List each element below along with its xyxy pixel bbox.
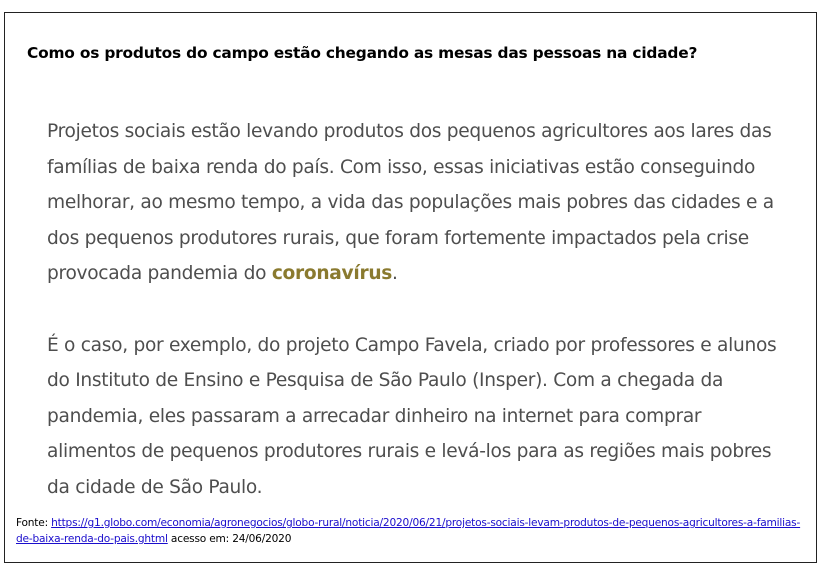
- article-paragraph-1: [47, 114, 787, 292]
- paragraph-1-text: Projetos sociais estão levando produtos dos pequenos agricultores aos lares das famílias de baixa renda do país. Com isso, essas iniciativas estão conseguindo melhorar, ao mesmo tempo, a vida das populações mais pobres das cidades e a dos pequenos produtores rurais, que foram fortemente impactados pela crise provocada pandemia do: [47, 121, 774, 285]
- access-date: acesso em: 24/06/2020: [167, 533, 292, 545]
- source-citation: [16, 515, 806, 547]
- article-excerpt: [47, 114, 787, 506]
- paragraph-1-end: .: [392, 263, 398, 285]
- source-label: Fonte:: [16, 517, 52, 529]
- question-title: Como os produtos do campo estão chegando as mesas das pessoas na cidade?: [27, 44, 698, 62]
- article-paragraph-2: É o caso, por exemplo, do projeto Campo Favela, criado por professores e alunos do Instituto de Ensino e Pesquisa de São Paulo (Insper). Com a chegada da pandemia, eles passaram a arrecadar dinheiro na internet para comprar alimentos de pequenos produtores rurais e levá-los para as regiões mais pobres da cidade de São Paulo.: [47, 334, 777, 498]
- coronavirus-link[interactable]: coronavírus: [271, 263, 393, 285]
- source-link[interactable]: https://g1.globo.com/economia/agronegocios/globo-rural/noticia/2020/06/21/projetos-sociais-levam-produtos-de-pequenos-agricultores-a-familias-de-baixa-renda-do-pais.ghtml: [16, 517, 801, 545]
